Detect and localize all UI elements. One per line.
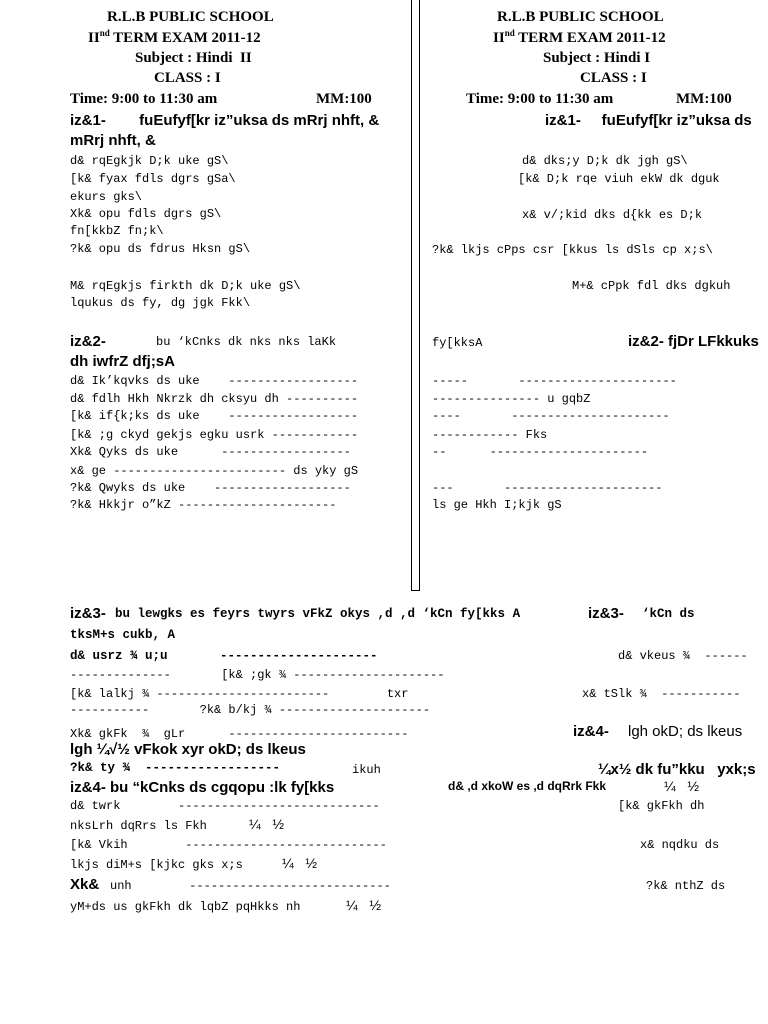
left-q1-item: ekurs gks\: [70, 190, 143, 204]
right-q2-heading: iz&2- fjDr LFkkuks: [628, 333, 759, 350]
left-q2-item: [k& if{k;ks ds uke ------------------: [70, 409, 359, 423]
right-q2-item: -- ----------------------: [432, 445, 649, 459]
q4-item: nksLrh dqRrs ls Fkh: [70, 819, 207, 833]
left-class: CLASS : I: [154, 70, 221, 86]
q3-row: -------------- [k& ;gk ¾ ---------------------: [70, 668, 445, 682]
q3-left-heading: bu lewgks es feyrs twyrs vFkZ okys ,d ,d ‘kCn fy[kks A: [115, 607, 521, 621]
q4-right-label: iz&4-: [573, 723, 609, 740]
right-q2-pre: fy[kksA: [432, 336, 483, 350]
left-q1-item: d& rqEgkjk D;k uke gS\: [70, 154, 229, 168]
marks-fraction: ¼ ½: [249, 816, 285, 832]
q3-right-label: iz&3-: [588, 605, 624, 622]
right-q2-item: --- ----------------------: [432, 481, 663, 495]
q3-left-heading-cont: tksM+s cukb, A: [70, 628, 176, 642]
q4-item: [k& gkFkh dh: [618, 799, 705, 813]
left-q2-item: Xk& Qyks ds uke ------------------: [70, 445, 351, 459]
right-q2-item: ----- ----------------------: [432, 374, 677, 388]
right-time: Time: 9:00 to 11:30 am: [466, 91, 614, 107]
right-q1-item: x& v/;kid dks d{kk es D;k: [522, 208, 703, 222]
right-q1-item: [k& D;k rqe viuh ekW dk dguk: [518, 172, 720, 186]
marks-fraction: ¼ ½: [282, 855, 318, 871]
left-q2-item: d& Ik’kqvks ds uke ------------------: [70, 374, 359, 388]
left-q2-item: d& fdlh Hkh Nkrzk dh cksyu dh ----------: [70, 392, 359, 406]
right-q2-item: --------------- u gqbZ: [432, 392, 591, 406]
q3-row: Xk& gkFk ¾ gLr -------------------------: [70, 727, 409, 741]
left-q2-label: iz&2-: [70, 333, 106, 350]
right-school-name: R.L.B PUBLIC SCHOOL: [497, 9, 664, 25]
left-subject: Subject : Hindi II: [135, 50, 252, 66]
q4-right-sentence: d& ,d xkoW es ,d dqRrk Fkk: [448, 779, 607, 793]
left-q1-heading: iz&1- fuEufyf[kr iz”uksa ds mRrj nhft, &: [70, 112, 380, 129]
q3-row: d& vkeus ¾ ------: [618, 649, 748, 663]
left-q2-item: ?k& Hkkjr o”kZ ----------------------: [70, 498, 337, 512]
right-q2-item: ------------ Fks: [432, 428, 548, 442]
marks-fraction: ¼ ½: [664, 778, 700, 794]
q4-item-label: Xk&: [70, 876, 100, 893]
right-q1-item: ?k& lkjs cPps csr [kkus ls dSls cp x;s\: [432, 243, 713, 257]
left-time: Time: 9:00 to 11:30 am: [70, 91, 218, 107]
q4-item: x& nqdku ds: [640, 838, 720, 852]
right-q2-item: ---- ----------------------: [432, 409, 670, 423]
left-school-name: R.L.B PUBLIC SCHOOL: [107, 9, 274, 25]
right-q2-item: ls ge Hkh I;kjk gS: [432, 498, 562, 512]
left-q2-heading: bu ‘kCnks dk nks nks laKk: [156, 335, 337, 349]
q3-row: ----------- ?k& b/kj ¾ ---------------------: [70, 703, 431, 717]
right-subject: Subject : Hindi I: [543, 50, 651, 66]
q3-right-heading: ‘kCn ds: [642, 607, 695, 621]
left-q1-item: [k& fyax fdls dgrs gSa\: [70, 172, 236, 186]
marks-fraction: ¼ ½: [346, 897, 382, 913]
q4-right-instruction: ¼x½ dk fu”kku yxk;s: [598, 761, 756, 778]
q3-row: [k& lalkj ¾ ------------------------ txr: [70, 687, 409, 701]
q3-row: x& tSlk ¾ -----------: [582, 687, 741, 701]
left-q1-item: Xk& opu fdls dgrs gS\: [70, 207, 222, 221]
left-q2-item: x& ge ------------------------ ds yky gS: [70, 464, 359, 478]
q4-left-heading: iz&4- bu “kCnks ds cgqopu :lk fy[kks: [70, 779, 335, 796]
q4-item: d& twrk ----------------------------: [70, 799, 380, 813]
right-q1-heading: iz&1- fuEufyf[kr iz”uksa ds: [545, 112, 752, 129]
q4-right-heading-cont: lgh ¼√½ vFkok xyr okD; ds lkeus: [70, 741, 306, 758]
q4-item: yM+ds us gkFkh dk lqbZ pqHkks nh: [70, 900, 301, 914]
left-q2-heading-cont: dh iwfrZ dfj;sA: [70, 353, 175, 370]
right-q1-item: d& dks;y D;k dk jgh gS\: [522, 154, 688, 168]
right-max-marks: MM:100: [676, 91, 732, 107]
column-divider: [411, 0, 420, 591]
q4-item: lkjs diM+s [kjkc gks x;s: [70, 858, 243, 872]
q3-row: d& usrz ¾ u;u ---------------------: [70, 649, 378, 663]
q3-left-label: iz&3-: [70, 605, 106, 622]
q4-item: unh ----------------------------: [110, 879, 391, 893]
left-q1-item: ?k& opu ds fdrus Hksn gS\: [70, 242, 251, 256]
left-exam-title: IInd TERM EXAM 2011-12: [88, 28, 261, 46]
left-q2-item: [k& ;g ckyd gekjs egku usrk ------------: [70, 428, 359, 442]
q4-item: ?k& nthZ ds: [646, 879, 726, 893]
left-q1-item: lqukus ds fy, dg jgk Fkk\: [70, 296, 251, 310]
left-q1-item: fn[kkbZ fn;k\: [70, 224, 164, 238]
q3-row: ?k& ty ¾ ------------------: [70, 761, 281, 775]
q4-item: [k& Vkih ----------------------------: [70, 838, 387, 852]
right-class: CLASS : I: [580, 70, 647, 86]
q3-row-answer: ikuh: [352, 763, 381, 777]
right-q1-item: M+& cPpk fdl dks dgkuh: [572, 279, 731, 293]
left-q1-heading-cont: mRrj nhft, &: [70, 132, 156, 149]
left-q1-item: M& rqEgkjs firkth dk D;k uke gS\: [70, 279, 301, 293]
right-exam-title: IInd TERM EXAM 2011-12: [493, 28, 666, 46]
left-max-marks: MM:100: [316, 91, 372, 107]
q4-right-heading: lgh okD; ds lkeus: [628, 723, 743, 740]
left-q2-item: ?k& Qwyks ds uke -------------------: [70, 481, 351, 495]
